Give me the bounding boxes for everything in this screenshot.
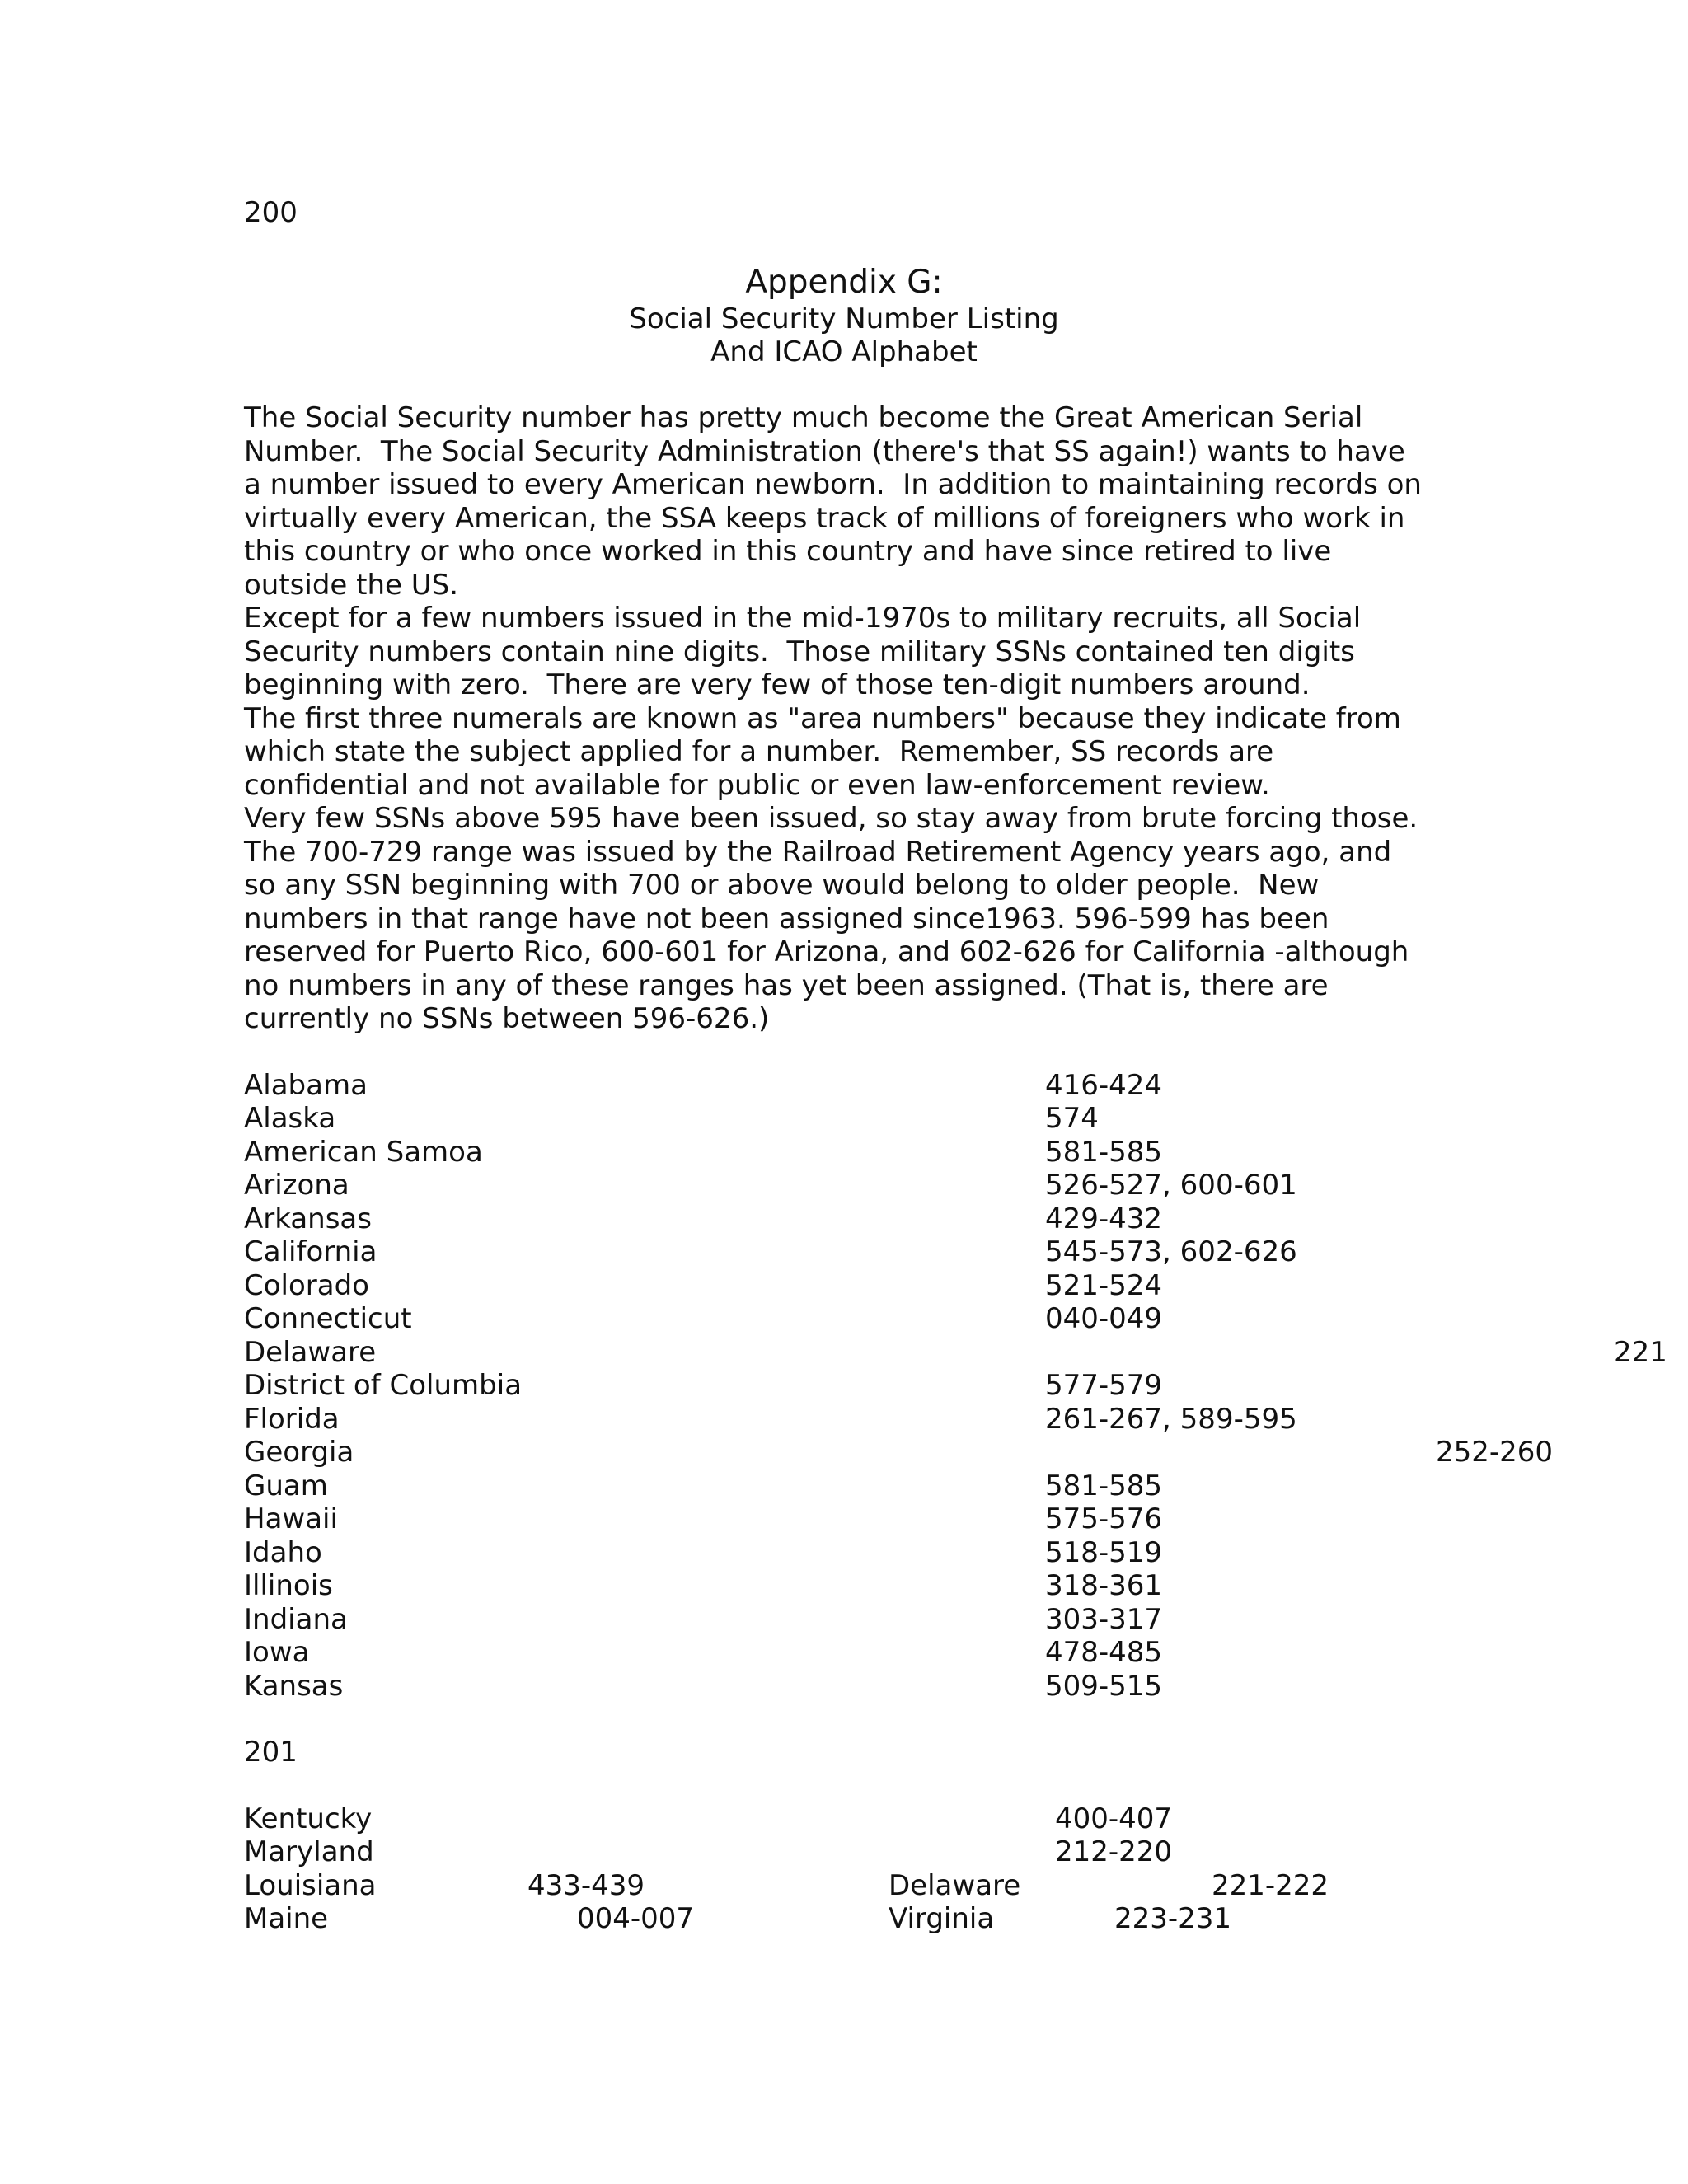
state-range: 575-576 <box>1045 1502 1163 1535</box>
state-name: Alaska <box>244 1102 336 1135</box>
appendix-subtitle-2: And ICAO Alphabet <box>710 335 978 368</box>
state-name: Georgia <box>244 1436 354 1469</box>
body-line: currently no SSNs between 596-626.) <box>244 1002 770 1035</box>
state-name: Arkansas <box>244 1202 372 1235</box>
state-range: 318-361 <box>1045 1569 1163 1602</box>
body-line: virtually every American, the SSA keeps track of millions of foreigners who work in <box>244 501 1405 535</box>
state-range: 581-585 <box>1045 1136 1163 1169</box>
state-range: 416-424 <box>1045 1069 1163 1102</box>
state-name: California <box>244 1235 377 1268</box>
state-range: 521-524 <box>1045 1269 1163 1302</box>
appendix-subtitle: Social Security Number Listing <box>629 302 1059 335</box>
body-line: so any SSN beginning with 700 or above would belong to older people. New <box>244 869 1320 902</box>
state-range: 221 <box>1614 1336 1667 1369</box>
page-number: 200 <box>244 196 298 229</box>
body-line: confidential and not available for public or even law-enforcement review. <box>244 768 1270 802</box>
appendix-title: Appendix G: <box>745 264 943 301</box>
body-line: outside the US. <box>244 568 459 602</box>
state-range: 574 <box>1045 1102 1099 1135</box>
state-range: 509-515 <box>1045 1670 1163 1703</box>
body-line: no numbers in any of these ranges has yet been assigned. (That is, there are <box>244 968 1329 1002</box>
body-line: a number issued to every American newborn. In addition to maintaining records on <box>244 468 1422 501</box>
state-range: 581-585 <box>1045 1469 1163 1502</box>
state-name: Delaware <box>889 1869 1021 1902</box>
state-name: Illinois <box>244 1569 333 1602</box>
state-name: Maryland <box>244 1835 374 1868</box>
body-line: Except for a few numbers issued in the mid-1970s to military recruits, all Social <box>244 602 1362 635</box>
state-range: 303-317 <box>1045 1603 1163 1636</box>
state-range: 040-049 <box>1045 1302 1163 1335</box>
state-name: Arizona <box>244 1169 349 1202</box>
state-name: Iowa <box>244 1636 310 1669</box>
page-number: 201 <box>244 1736 298 1769</box>
state-name: Colorado <box>244 1269 369 1302</box>
body-line: Security numbers contain nine digits. Those military SSNs contained ten digits <box>244 635 1355 668</box>
state-name: Kansas <box>244 1670 344 1703</box>
body-line: The first three numerals are known as "area numbers" because they indicate from <box>244 701 1401 735</box>
state-name: Idaho <box>244 1536 322 1569</box>
state-range: 545-573, 602-626 <box>1045 1235 1297 1268</box>
state-range: 526-527, 600-601 <box>1045 1169 1297 1202</box>
state-name: American Samoa <box>244 1136 483 1169</box>
body-line: The 700-729 range was issued by the Railroad Retirement Agency years ago, and <box>244 835 1392 869</box>
state-range: 429-432 <box>1045 1202 1163 1235</box>
state-range: 221-222 <box>1212 1869 1329 1902</box>
state-name: Hawaii <box>244 1502 338 1535</box>
body-text <box>244 401 1431 1036</box>
state-range: 004-007 <box>577 1902 695 1935</box>
state-range: 478-485 <box>1045 1636 1163 1669</box>
state-range: 577-579 <box>1045 1369 1163 1402</box>
state-name: Guam <box>244 1469 328 1502</box>
body-line: numbers in that range have not been assigned since1963. 596-599 has been <box>244 902 1329 935</box>
state-range: 223-231 <box>1114 1902 1232 1935</box>
state-name: Connecticut <box>244 1302 412 1335</box>
state-name: Maine <box>244 1902 329 1935</box>
state-name: Virginia <box>889 1902 995 1935</box>
state-range: 212-220 <box>1055 1835 1173 1868</box>
state-name: Louisiana <box>244 1869 377 1902</box>
state-name: Delaware <box>244 1336 377 1369</box>
state-name: Alabama <box>244 1069 368 1102</box>
body-line: The Social Security number has pretty much become the Great American Serial <box>244 401 1363 434</box>
state-range: 518-519 <box>1045 1536 1163 1569</box>
state-range: 433-439 <box>528 1869 645 1902</box>
state-name: Florida <box>244 1403 340 1436</box>
state-range: 252-260 <box>1436 1436 1554 1469</box>
body-line: Number. The Social Security Administration (there's that SS again!) wants to have <box>244 434 1405 468</box>
state-range: 400-407 <box>1055 1802 1173 1835</box>
body-line: Very few SSNs above 595 have been issued, so stay away from brute forcing those. <box>244 802 1418 835</box>
body-line: this country or who once worked in this country and have since retired to live <box>244 535 1332 568</box>
body-line: beginning with zero. There are very few of those ten-digit numbers around. <box>244 668 1311 701</box>
body-line: reserved for Puerto Rico, 600-601 for Arizona, and 602-626 for California -although <box>244 935 1409 968</box>
state-range: 261-267, 589-595 <box>1045 1403 1297 1436</box>
state-name: Kentucky <box>244 1802 373 1835</box>
state-name: Indiana <box>244 1603 348 1636</box>
body-line: which state the subject applied for a number. Remember, SS records are <box>244 735 1274 768</box>
state-name: District of Columbia <box>244 1369 523 1402</box>
